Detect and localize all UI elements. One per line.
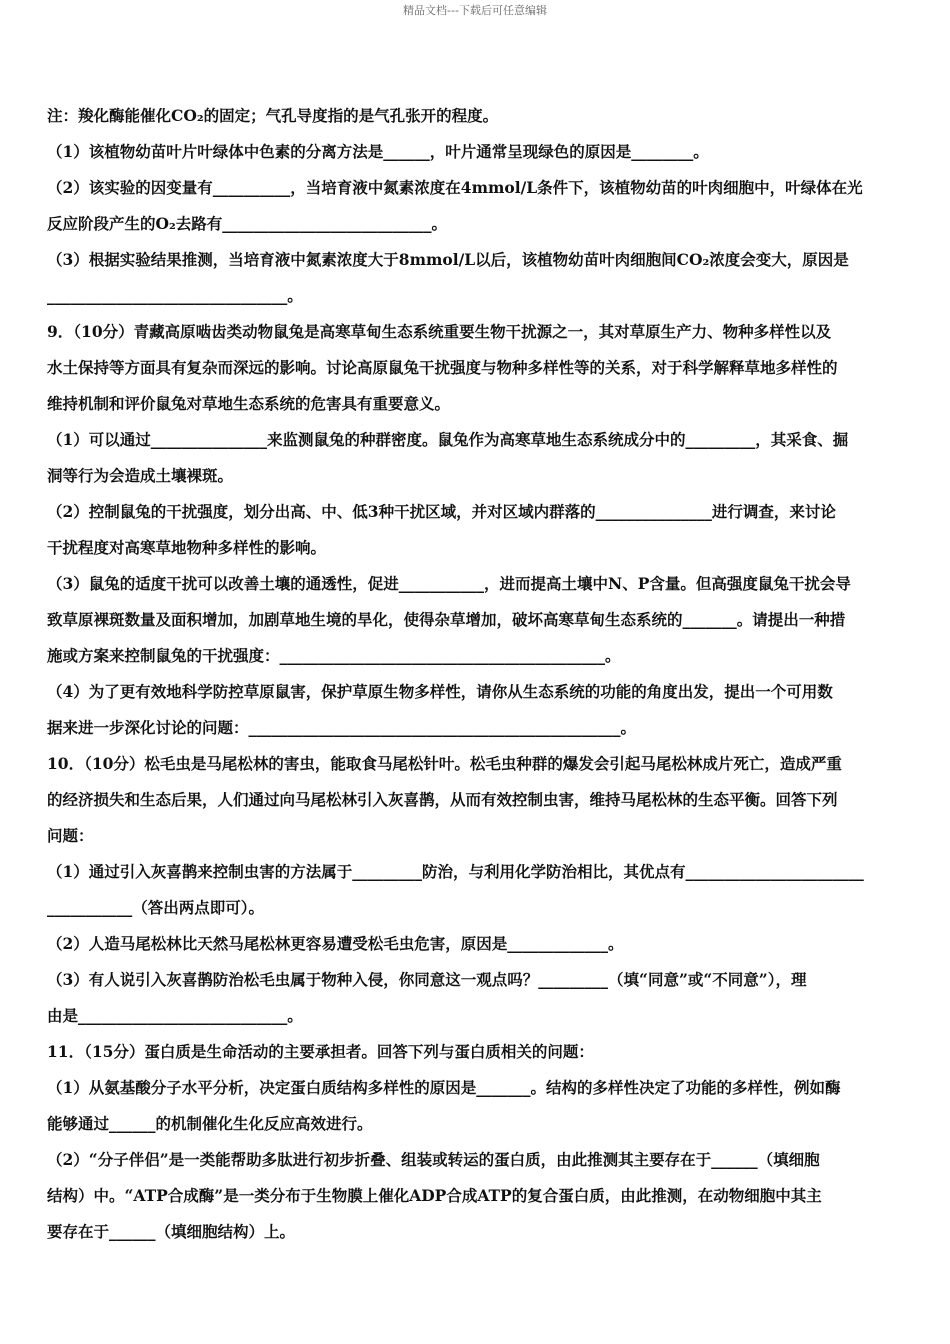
text-line: ___________（答出两点即可）。 — [47, 898, 265, 917]
question-10-line: 10．（10分）松毛虫是马尾松林的害虫，能取食马尾松针叶。松毛虫种群的爆发会引起马尾松林成片死亡，造成严重 — [47, 754, 842, 773]
text-line: 的经济损失和生态后果，人们通过向马尾松林引入灰喜鹊，从而有效控制虫害，维持马尾松林的生态平衡。回答下列 — [47, 790, 838, 809]
text-line: （2）该实验的因变量有__________，当培育液中氮素浓度在4mmol/L条件下，该植物幼苗的叶肉细胞中，叶绿体在光 — [47, 178, 863, 197]
text-line: （2）人造马尾松林比天然马尾松林更容易遭受松毛虫危害，原因是_____________。 — [47, 934, 624, 953]
text-line: 结构）中。“ATP合成酶”是一类分布于生物膜上催化ADP合成ATP的复合蛋白质，由此推测，在动物细胞中其主 — [47, 1186, 822, 1205]
text-line: 要存在于______（填细胞结构）上。 — [47, 1222, 296, 1241]
text-line: （3）有人说引入灰喜鹊防治松毛虫属于物种入侵，你同意这一观点吗？_________（填“同意”或“不同意”），理 — [47, 970, 807, 989]
question-11-line: 11．（15分）蛋白质是生命活动的主要承担者。回答下列与蛋白质相关的问题： — [47, 1042, 594, 1061]
text-line: 能够通过______的机制催化生化反应高效进行。 — [47, 1114, 373, 1133]
text-line: （1）可以通过_______________来监测鼠兔的种群密度。鼠兔作为高寒草地生态系统成分中的_________，其采食、掘 — [47, 430, 849, 449]
text-line: （1）从氨基酸分子水平分析，决定蛋白质结构多样性的原因是_______。结构的多样性决定了功能的多样性，例如酶 — [47, 1078, 841, 1097]
question-9-line: 9．（10分）青藏高原啮齿类动物鼠兔是高寒草甸生态系统重要生物干扰源之一，其对草原生产力、物种多样性以及 — [47, 322, 832, 341]
text-line: 施或方案来控制鼠兔的干扰强度：__________________________________________。 — [47, 646, 621, 665]
text-line: 致草原裸斑数量及面积增加，加剧草地生境的旱化，使得杂草增加，破坏高寒草甸生态系统的_______。请提出一种措 — [47, 610, 846, 629]
text-line: （4）为了更有效地科学防控草原鼠害，保护草原生物多样性，请你从生态系统的功能的角度出发，提出一个可用数 — [47, 682, 833, 701]
text-line: （3）鼠兔的适度干扰可以改善土壤的通透性，促进___________，进而提高土壤中N、P含量。但高强度鼠兔干扰会导 — [47, 574, 851, 593]
text-line: 反应阶段产生的O₂去路有___________________________。 — [47, 214, 448, 233]
text-line: 注：羧化酶能催化CO₂的固定；气孔导度指的是气孔张开的程度。 — [47, 106, 499, 125]
header-watermark: 精品文档---下载后可任意编辑 — [403, 4, 547, 17]
text-line: 据来进一步深化讨论的问题：________________________________________________。 — [47, 718, 637, 737]
text-line: （1）该植物幼苗叶片叶绿体中色素的分离方法是______，叶片通常呈现绿色的原因是________。 — [47, 142, 709, 161]
text-line: 问题： — [47, 826, 94, 845]
text-line: （1）通过引入灰喜鹊来控制虫害的方法属于_________防治，与利用化学防治相比，其优点有_______________________ — [47, 862, 864, 881]
text-line: 洞等行为会造成土壤裸斑。 — [47, 466, 234, 485]
text-line: （2）“分子伴侣”是一类能帮助多肽进行初步折叠、组装或转运的蛋白质，由此推测其主要存在于______（填细胞 — [47, 1150, 820, 1169]
exam-content — [47, 98, 907, 1250]
text-line: （2）控制鼠兔的干扰强度，划分出高、中、低3种干扰区域，并对区域内群落的_______________进行调查，来讨论 — [47, 502, 836, 521]
text-line: 干扰程度对高寒草地物种多样性的影响。 — [47, 538, 327, 557]
text-line: 水土保持等方面具有复杂而深远的影响。讨论高原鼠兔干扰强度与物种多样性等的关系，对于科学解释草地多样性的 — [47, 358, 838, 377]
text-line: _______________________________。 — [47, 286, 303, 305]
text-line: （3）根据实验结果推测，当培育液中氮素浓度大于8mmol/L以后，该植物幼苗叶肉细胞间CO₂浓度会变大，原因是 — [47, 250, 849, 269]
text-line: 维持机制和评价鼠兔对草地生态系统的危害具有重要意义。 — [47, 394, 451, 413]
text-line: 由是___________________________。 — [47, 1006, 303, 1025]
